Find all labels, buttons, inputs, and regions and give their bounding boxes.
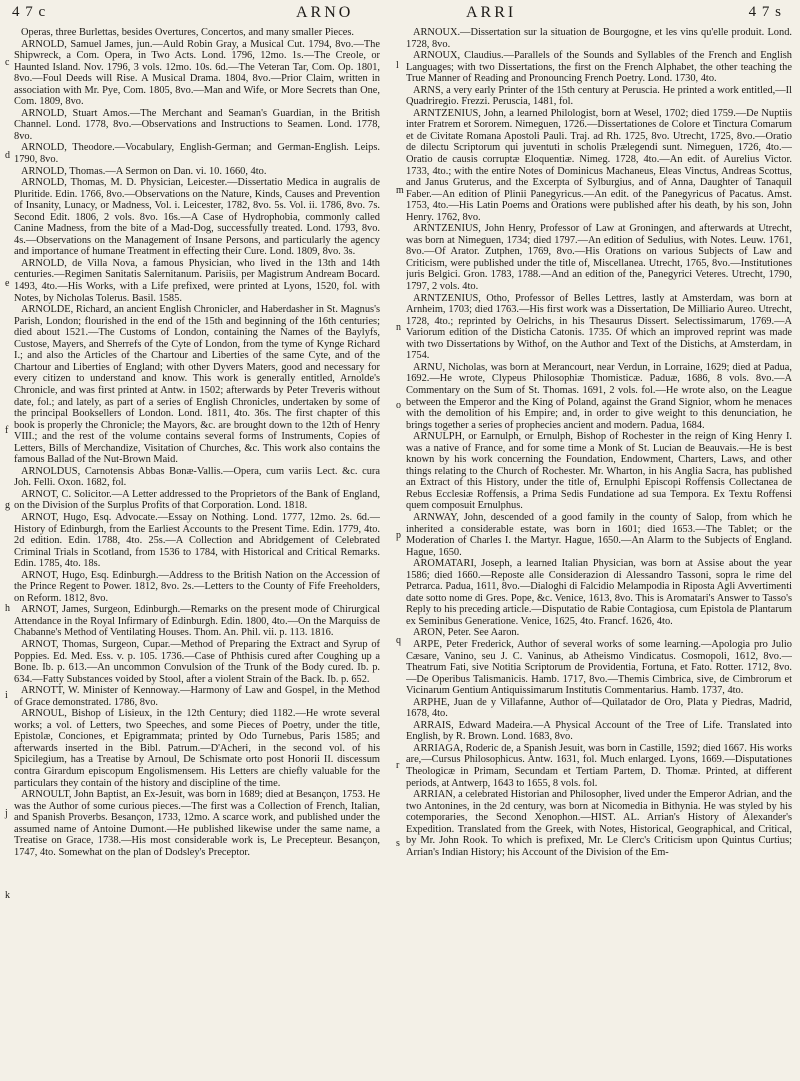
dictionary-entry: ARNOTT, W. Minister of Kennoway.—Harmony of Law and Gospel, in the Method of Grace demonstrated. 1786, 8vo. <box>14 685 380 708</box>
page-number-left: 4 7 c <box>12 4 47 20</box>
signature-mark: k <box>5 890 10 901</box>
signature-mark: r <box>396 760 400 771</box>
running-head-left: ARNO <box>296 4 354 21</box>
dictionary-entry: ARNOT, Hugo, Esq. Edinburgh.—Address to the British Nation on the Accession of the Prince Regent to Power. 1812, 8vo. 2s.—Letters to the County of Fife Freeholders, on Reform. 1812, 8vo. <box>14 569 380 604</box>
dictionary-entry: ARNTZENIUS, John, a learned Philologist, born at Wesel, 1702; died 1759.—De Nuptiis inter Fratrem et Sororem. Nimeguen, 1726.—Dissertationes de Colore et Tinctura Comarum et de Civitate Romana Apostoli Pauli. Traj. ad Rh. 1725, 8vo. Utrecht, 1725, 8vo.—Oratio de dilectu Scriptorum qui juventuti in scholis Prælegendi sunt. Nimeguen, 1726, 4to.—Oratio de causis corruptæ Eloquentiæ. Nimeg. 1728, 4to.—An edit. of Aurelius Victor. 1733, 4to.; with the entire Notes of Dominicus Machaneus, Eleas Vinctus, Andreas Scottus, and Janus Gruterus, and the Excerpta of Sylburgius, and of Anna, Daughter of Tanaquil Faber.—An edition of Plinii Panegyricus.—An edit. of the Panegyricus of Pacatus. Amst. 1753, 4to.—His Latin Poems and Orations were published after his death, by his son, John Henry. 1762, 8vo. <box>406 107 792 223</box>
signature-mark: h <box>5 603 10 614</box>
signature-mark: d <box>5 150 10 161</box>
signature-mark: m <box>396 185 404 196</box>
dictionary-entry: ARNOLD, de Villa Nova, a famous Physician, who lived in the 13th and 14th centuries.—Regimen Sanitatis Salernitanum. Parisiis, per Magistrum Andream Bocard. 1493, 4to.—His Works, with a Life prefixed, were printed at Lyons, 1520, fol. with Notes, by Nicholas Tolerus. Basil. 1585. <box>14 257 380 304</box>
dictionary-entry: ARNOT, James, Surgeon, Edinburgh.—Remarks on the present mode of Chirurgical Attendance in the Royal Infirmary of Edinburgh. Edin. 1800, 4to.—On the Marquiss de Chabanne's Method of Ventilating Houses. Thom. An. Phil. vii. p. 113. 1816. <box>14 604 380 639</box>
dictionary-entry: ARRAIS, Edward Madeira.—A Physical Account of the Tree of Life. Translated into English, by R. Brown. Lond. 1683, 8vo. <box>406 719 792 743</box>
dictionary-entry: ARNOUX.—Dissertation sur la situation de Bourgogne, et les vins qu'elle produit. Lond. 1728, 8vo. <box>406 27 792 50</box>
page-number-right: 4 7 s <box>748 4 782 20</box>
dictionary-entry: ARNOT, Thomas, Surgeon, Cupar.—Method of Preparing the Extract and Syrup of Poppies. Ed. Med. Ess. v. p. 105. 1736.—Case of Phthisis cured after Coughing up a Bone. Ib. p. 613.—An uncommon Convulsion of the Trunk of the Body cured. Ib. p. 634.—Fatty Substances voided by Stool, after a violent Strain of the Back. Ib. p. 652. <box>14 638 380 685</box>
signature-mark: c <box>5 57 10 68</box>
signature-mark: q <box>396 635 401 646</box>
signature-mark: j <box>5 808 8 819</box>
dictionary-entry: ARNOLDUS, Carnotensis Abbas Bonæ-Vallis.—Opera, cum variis Lect. &c. cura Joh. Felli. Oxon. 1682, fol. <box>14 465 380 489</box>
dictionary-entry: Operas, three Burlettas, besides Overtures, Concertos, and many smaller Pieces. <box>21 27 354 38</box>
signature-mark: l <box>396 60 399 71</box>
signature-mark: o <box>396 400 401 411</box>
dictionary-entry: ARRIAN, a celebrated Historian and Philosopher, lived under the Emperor Adrian, and the two Antonines, in the 2d century, was born at Nicomedia in Bithynia. He was styled by his cotemporaries, the Second Xenophon.—HIST. AL. Arrian's History of Alexander's Expedition. Translated from the Greek, with Notes, Historical, Geographical, and Critical, by Mr. John Rook. To which is prefixed, Mr. Le Clerc's Criticism upon Quintus Curtius; Arrian's Indian History; his Account of the Division of the Em- <box>406 789 792 858</box>
dictionary-entry: ARNOLDE, Richard, an ancient English Chronicler, and Haberdasher in St. Magnus's Parish, London; flourished in the end of the 15th and beginning of the 16th centuries; died about 1521.—The Customs of London, containing the Names of the Baylyfs, Custose, Mayers, and Sherrefs of the Cyte of London, from the tyme of Kynge Richard I.; and also the Articles of the Chartour and Liberties of the same Cyte, and of the Chartour and Liberties of England; with other Dyvers Maters, good and necessary for every citizen to understand and know. This work is generally entitled, Arnolde's Chronicle, and was first printed at Antw. in 1502; afterwards by Peter Treveris without date, fol.; and lately, as part of a series of English Chronicles, undertaken by some of the principal Booksellers of London. Lond. 1811, 4to. 36s. The first chapter of this book is properly the Chronicle; the Mayors, &c. are brought down to the 12th of Henry VIII.; and the rest of the volume contains several forms of Instruments, Copies of Letters, Bills of Merchandize, Visitation of Churches, &c. This work also contains the famous Ballad of the Nut-Brown Maid. <box>14 304 380 466</box>
dictionary-entry: ARNOUL, Bishop of Lisieux, in the 12th Century; died 1182.—He wrote several works; a vol. of Letters, two Speeches, and some Pieces of Poetry, under the title, Epistolæ, Conciones, et Epigrammata; printed by Odo Turnebus, Paris 1585; and afterwards inserted in the Bibl. Patrum.—D'Acheri, in the second vol. of his Spicilegium, has a Treatise by Arnoul, De Schismate orto post Honorii II. discessum contra Girardum episcopum Engolismensem. His Letters are chiefly valuable for the particulars they contain of the history and discipline of the time. <box>14 708 380 789</box>
dictionary-entry: ARPE, Peter Frederick, Author of several works of some learning.—Apologia pro Julio Cæsare, Vanino, seu J. C. Vaninus, ab Atheismo Vindicatus. Cosmopoli, 1612, 8vo.—Theatrum Fati, sive Notitia Scriptorum de Providentia, Fortuna, et Fato. Rotter. 1712, 8vo.—De Operibus Talismanicis. Hamb. 1717, 8vo.—Themis Cimbrica, sive, de Cimbrorum et Vicinarum Gentium Antiquissimarum Institutis Commentarius. Hamb. 1737, 4to. <box>406 638 792 697</box>
signature-mark: g <box>5 500 10 511</box>
right-column <box>406 27 792 1077</box>
dictionary-entry: ARNTZENIUS, John Henry, Professor of Law at Groningen, and afterwards at Utrecht, was born at Nimeguen, 1734; died 1797.—An edition of Sedulius, with Notes. Leuw. 1761, 8vo.—Of Arator. Zutphen, 1769, 8vo.—His Orations on various Subjects of Law and Criticism, were published under the title of, Miscellanea. Utrecht, 1765, 8vo.—Institutiones juris Belgici. Gron. 1783, 1788.—And an edition of the, Panegyrici Veteres. Utrecht, 1790, 1797, 2 vols. 4to. <box>406 223 792 293</box>
dictionary-entry: ARNOLD, Stuart Amos.—The Merchant and Seaman's Guardian, in the British Channel. Lond. 1778, 8vo.—Observations and Instructions to Seamen. Lond. 1778, 8vo. <box>14 107 380 142</box>
dictionary-entry: ARNU, Nicholas, was born at Merancourt, near Verdun, in Lorraine, 1629; died at Padua, 1692.—He wrote, Clypeus Philosophiæ Thomisticæ. Paduæ, 1686, 8 vols. 8vo.—A Commentary on the Sum of St. Thomas. 1691, 2 vols. fol.—He wrote also, on the League between the Emperor and the King of Poland, against the Grand Signior, whom he menaces with the demolition of his Empire; and, in order to give weight to this denunciation, he brings together a series of prophecies ancient and modern. Padua, 1684. <box>406 361 792 431</box>
dictionary-entry: ARNULPH, or Earnulph, or Ernulph, Bishop of Rochester in the reign of King Henry I. was a native of France, and for some time a Monk of St. Lucian de Beauvais.—He is best known by his work concerning the Foundation, Endowment, Charters, Laws, and other things relating to the Church of Rochester. Mr. Wharton, in his Anglia Sacra, has published an Extract of this History, under the title of, Ernulphi Episcopi Roffensis Collectanea de Rebus Ecclesiæ Roffensis, a Prima Sedis Fundatione ad sua Tempora. Ex Textu Roffensi quem composuit Ernulphus. <box>406 431 792 512</box>
dictionary-entry: ARNOULT, John Baptist, an Ex-Jesuit, was born in 1689; died at Besançon, 1753. He was the Author of some curious pieces.—The first was a Collection of French, Italian, and Spanish Proverbs. Besançon, 1733, 12mo. A scarce work, and published under the assumed name of Antoine Dumont.—He published likewise under the same name, a Treatise on Grace, 1738.—His most considerable work is, Le Precepteur. Besançon, 1747, 4to. Somewhat on the plan of Dodsley's Preceptor. <box>14 789 380 858</box>
dictionary-entry: ARON, Peter. See Aaron. <box>413 627 520 639</box>
dictionary-entry: ARNOLD, Samuel James, jun.—Auld Robin Gray, a Musical Cut. 1794, 8vo.—The Shipwreck, a Com. Opera, in Two Acts. Lond. 1796, 12mo. 1s.—The Creole, or Haunted Island. Nov. 1796, 3 vols. 12mo. 10s. 6d.—The Veteran Tar, Com. Op. 1801, 8vo.—Foul Deeds will Rise. A Musical Drama. 1804, 8vo.—Prior Claim, written in association with Mr. Pye, Com. 1805, 8vo.—Man and Wife, or More Secrets than One, Com. 1809, 8vo. <box>14 38 380 108</box>
dictionary-entry: ARNS, a very early Printer of the 15th century at Peruscia. He printed a work entitled,—Il Quadriregio. Frezzi. Peruscia, 1481, fol. <box>406 84 792 108</box>
dictionary-entry: ARNOLD, Thomas, M. D. Physician, Leicester.—Dissertatio Medica in augralis de Pluritide. Edin. 1766, 8vo.—Observations on the Nature, Kinds, Causes and Prevention of Insanity, Lunacy, or Madness, Vol. i. Leicester, 1782, 8vo. 5s. Vol. ii. 1786, 8vo. 7s. Second Edit. 1806, 2 vols. 8vo. 16s.—A Case of Hydrophobia, commonly called Canine Madness, from the bite of a Mad-Dog, successfully treated. Lond. 1793, 8vo. 4s.—Observations on the Management of Insane Persons, and particularly the agency and importance of humane Treatment in effecting their Cure. Lond. 1809, 8vo. 3s. <box>14 177 380 258</box>
signature-mark: n <box>396 322 401 333</box>
dictionary-entry: AROMATARI, Joseph, a learned Italian Physician, was born at Assise about the year 1586; died 1660.—Reposte alle Considerazion di Alessandro Tassoni, sopra le rime del Petrarca. Padua, 1611, 8vo.—Dialoghi di Falcidio Melampodia in Riposta Agli Avvertimenti date sotto nome di Gres. Pope, &c. Venice, 1613, 8vo. This is Aromatari's Answer to Tasso's Reply to his preceding article.—Disputatio de Rabie Contagiosa, cum Epistola de Plantarum ex Seminibus Generatione. Venice, 1625, 4to. Francf. 1626, 4to. <box>406 558 792 627</box>
dictionary-entry: ARRIAGA, Roderic de, a Spanish Jesuit, was born in Castille, 1592; died 1667. His works are,—Cursus Philosophicus. Antw. 1631, fol. Much enlarged. Lyons, 1669.—Disputationes Theologicæ in Primam, Secundam et Tertiam Partem, D. Thomæ. Printed, at different periods, at Antwerp, 1643 to 1655, 8 vols. fol. <box>406 742 792 789</box>
signature-mark: p <box>396 530 401 541</box>
dictionary-entry: ARNOT, C. Solicitor.—A Letter addressed to the Proprietors of the Bank of England, on the Division of the Surplus Profits of that Corporation. Lond. 1818. <box>14 488 380 512</box>
dictionary-entry: ARNOLD, Thomas.—A Sermon on Dan. vi. 10. 1660, 4to. <box>21 165 267 177</box>
left-column <box>14 27 380 1077</box>
dictionary-entry: ARNOLD, Theodore.—Vocabulary, English-German; and German-English. Leips. 1790, 8vo. <box>14 142 380 166</box>
running-head-right: ARRI <box>466 4 517 21</box>
dictionary-entry: ARNWAY, John, descended of a good family in the county of Salop, from which he inherited a considerable estate, was born in 1601; died 1653.—The Tablet; or the Moderation of Charles I. the Martyr. Hague, 1650.—An Alarm to the Subjects of England. Hague, 1650. <box>406 511 792 558</box>
dictionary-entry: ARNOUX, Claudius.—Parallels of the Sounds and Syllables of the French and English Languages; with two Dissertations, the first on the French Alphabet, the other teaching the True Manner of Reading and Pronouncing French Poetry. Lond. 1730, 4to. <box>406 50 792 85</box>
dictionary-entry: ARNTZENIUS, Otho, Professor of Belles Lettres, lastly at Amsterdam, was born at Arnheim, 1703; died 1763.—His first work was a Dissertation, De Milliario Aureo. Utrecht, 1728, 4to.; reprinted by Oelrichs, in his Thesaurus Dissert. Selectissimarum, 1769.—A Variorum edition of the Disticha Catonis. 1735. Of which an improved reprint was made with two Dissertations by Withof, on the Author and Text of the Distichs, at Amsterdam, in 1754. <box>406 292 792 362</box>
signature-mark: e <box>5 278 10 289</box>
signature-mark: f <box>5 425 9 436</box>
dictionary-entry: ARPHE, Juan de y Villafanne, Author of—Quilatador de Oro, Plata y Piedras, Madrid, 1678, 4to. <box>406 696 792 720</box>
signature-mark: i <box>5 690 8 701</box>
signature-mark: s <box>396 838 400 849</box>
dictionary-entry: ARNOT, Hugo, Esq. Advocate.—Essay on Nothing. Lond. 1777, 12mo. 2s. 6d.—History of Edinburgh, from the Earliest Accounts to the Present Time. Edin. 1779, 4to. 2d edition. Edin. 1788, 4to. 25s.—A Collection and Abridgement of Celebrated Criminal Trials in Scotland, from 1536 to 1784, with Historical and Critical Remarks. Edin. 1785, 4to. 18s. <box>14 511 380 570</box>
page-header <box>12 4 788 26</box>
